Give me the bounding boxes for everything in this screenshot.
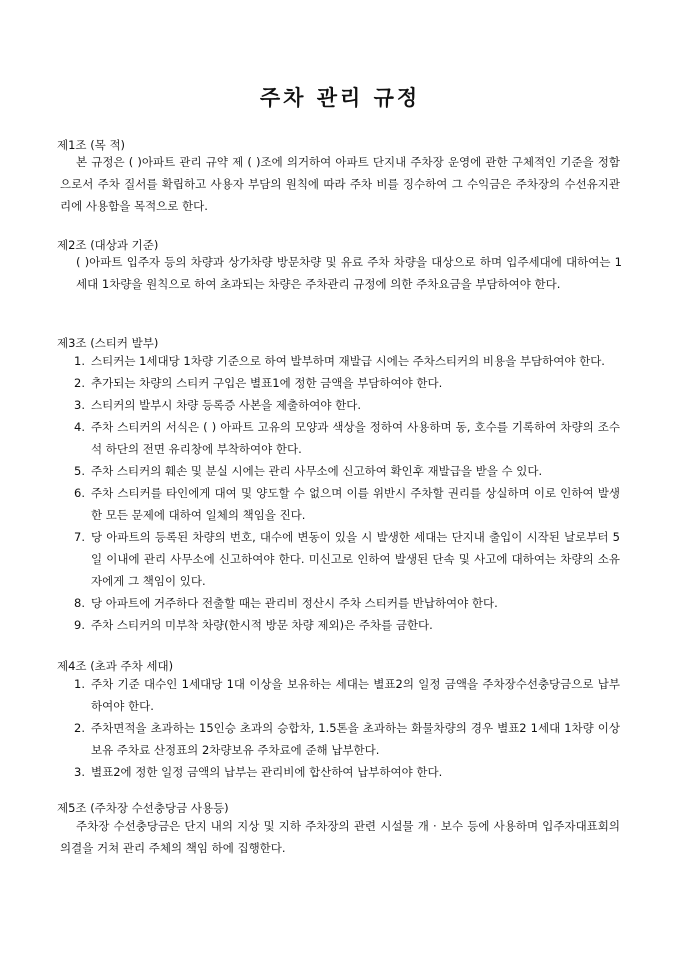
- document-title: 주차 관리 규정: [259, 85, 421, 110]
- list-item: 2. 추가되는 차량의 스티커 구입은 별표1에 정한 금액을 부담하여야 한다.: [74, 376, 443, 390]
- article-2-body: ( )아파트 입주자 등의 차량과 상가차량 방문차량 및 유료 주차 차량을 대상으로 하며 입주세대에 대하여는 1세대 1차량을 원칙으로 하여 초과되는 차량은 주차관리 규정에 의한 주차요금을 부담하여야 한다.: [76, 255, 622, 291]
- list-item: 3. 스티커의 발부시 차량 등록증 사본을 제출하여야 한다.: [74, 398, 361, 412]
- list-item: 3. 별표2에 정한 일정 금액의 납부는 관리비에 합산하여 납부하여야 한다.: [74, 765, 443, 779]
- article-1-body: 본 규정은 ( )아파트 관리 규약 제 ( )조에 의거하여 아파트 단지내 주차장 운영에 관한 구체적인 기준을 정함으로서 주차 질서를 확립하고 사용자 부담의 원칙에 따라 주차 비를 징수하여 그 수익금은 주차장의 수선유지관리에 사용함을 목적으로 한다.: [60, 155, 620, 213]
- list-item: 9. 주차 스티커의 미부착 차량(한시적 방문 차량 제외)은 주차를 금한다.: [74, 618, 433, 632]
- list-item: 8. 당 아파트에 거주하다 전출할 때는 관리비 정산시 주차 스티커를 반납하여야 한다.: [74, 596, 498, 610]
- article-4-list: [74, 673, 620, 783]
- list-item: 4. 주차 스티커의 서식은 ( ) 아파트 고유의 모양과 색상을 정하여 사용하며 동, 호수를 기록하여 차량의 조수석 하단의 전면 유리창에 부착하여야 한다.: [74, 420, 620, 456]
- list-item: 5. 주차 스티커의 훼손 및 분실 시에는 관리 사무소에 신고하여 확인후 재발급을 받을 수 있다.: [74, 464, 543, 478]
- article-2-heading: 제2조 (대상과 기준): [57, 238, 159, 252]
- article-5-body: 주차장 수선충당금은 단지 내의 지상 및 지하 주차장의 관련 시설물 개 · 보수 등에 사용하며 입주자대표회의 의결을 거쳐 관리 주체의 책임 하에 집행한다.: [60, 819, 620, 855]
- list-item: 2. 주차면적을 초과하는 15인승 초과의 승합차, 1.5톤을 초과하는 화물차량의 경우 별표2 1세대 1차량 이상보유 주차료 산정표의 2차량보유 주차료에 준해 납부한다.: [74, 721, 620, 757]
- article-1-heading: 제1조 (목 적): [57, 138, 126, 152]
- list-item: 1. 주차 기준 대수인 1세대당 1대 이상을 보유하는 세대는 별표2의 일정 금액을 주차장수선충당금으로 납부하여야 한다.: [74, 677, 620, 713]
- article-5-heading: 제5조 (주차장 수선충당금 사용등): [57, 801, 229, 815]
- list-item: 1. 스티커는 1세대당 1차량 기준으로 하여 발부하며 재발급 시에는 주차스티커의 비용을 부담하여야 한다.: [74, 354, 605, 368]
- list-item: 6. 주차 스티커를 타인에게 대여 및 양도할 수 없으며 이를 위반시 주차할 권리를 상실하며 이로 인하여 발생한 모든 문제에 대하여 일체의 책임을 진다.: [74, 486, 620, 522]
- list-item: 7. 당 아파트의 등록된 차량의 번호, 대수에 변동이 있을 시 발생한 세대는 단지내 출입이 시작된 날로부터 5일 이내에 관리 사무소에 신고하여야 한다. 미신고로 인하여 발생된 단속 및 사고에 대하여는 차량의 소유자에게 그 책임이 있다.: [74, 530, 620, 588]
- article-3-heading: 제3조 (스티커 발부): [57, 336, 159, 350]
- article-4-heading: 제4조 (초과 주차 세대): [57, 659, 174, 673]
- article-3-list: [74, 350, 620, 636]
